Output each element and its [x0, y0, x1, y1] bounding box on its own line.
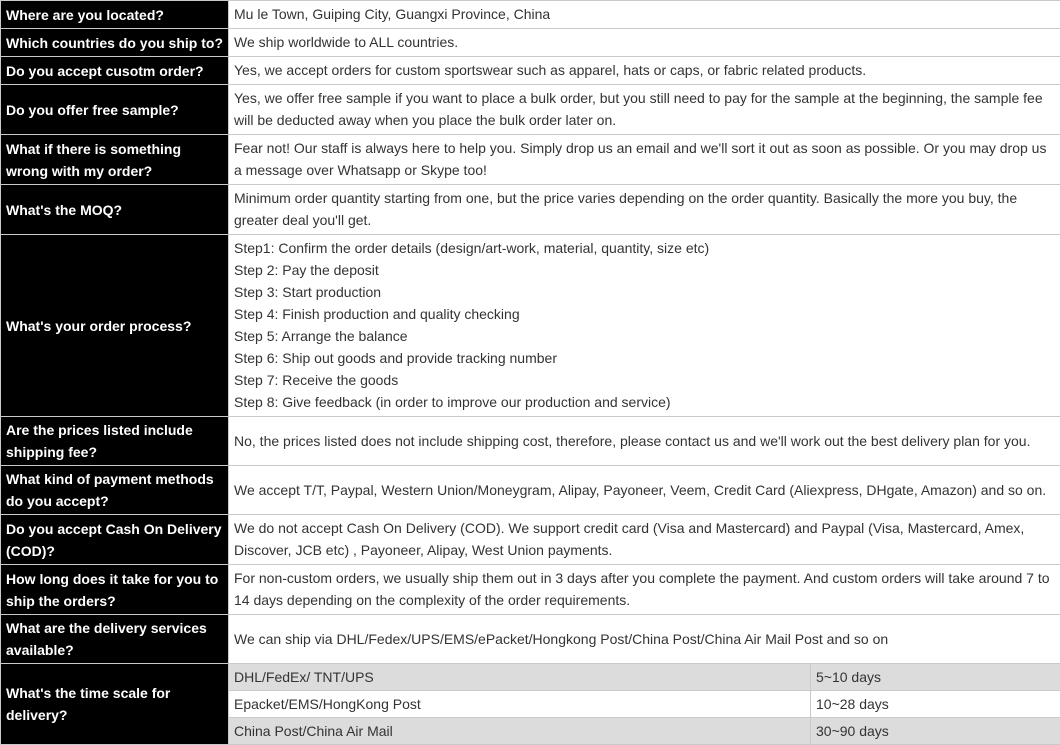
- process-step: Step 5: Arrange the balance: [234, 325, 1054, 347]
- process-step: Step 3: Start production: [234, 281, 1054, 303]
- faq-row: [1, 565, 1060, 615]
- faq-question: What's your order process?: [1, 235, 229, 417]
- faq-question: Which countries do you ship to?: [1, 29, 229, 57]
- faq-row: [1, 29, 1060, 57]
- faq-row: [1, 135, 1060, 185]
- delivery-method: China Post/China Air Mail: [229, 718, 811, 745]
- delivery-method: DHL/FedEx/ TNT/UPS: [229, 664, 811, 691]
- faq-question: What kind of payment methods do you accept?: [1, 466, 229, 515]
- faq-row-process: [1, 235, 1060, 417]
- delivery-days: 30~90 days: [811, 718, 1060, 745]
- faq-question: What if there is something wrong with my order?: [1, 135, 229, 185]
- process-step: Step 8: Give feedback (in order to improve our production and service): [234, 391, 1054, 413]
- faq-answer: Minimum order quantity starting from one, but the price varies depending on the order quantity. Basically the more you buy, the greater deal you'll get.: [229, 185, 1060, 235]
- faq-answer: Mu le Town, Guiping City, Guangxi Province, China: [229, 1, 1060, 29]
- process-step: Step 6: Ship out goods and provide tracking number: [234, 347, 1054, 369]
- process-step: Step 7: Receive the goods: [234, 369, 1054, 391]
- faq-question: What's the time scale for delivery?: [1, 664, 229, 745]
- delivery-method: Epacket/EMS/HongKong Post: [229, 691, 811, 718]
- faq-answer: Yes, we accept orders for custom sportswear such as apparel, hats or caps, or fabric related products.: [229, 57, 1060, 85]
- faq-answer: We accept T/T, Paypal, Western Union/Moneygram, Alipay, Payoneer, Veem, Credit Card (Aliexpress, DHgate, Amazon) and so on.: [229, 466, 1060, 515]
- faq-answer: We do not accept Cash On Delivery (COD). We support credit card (Visa and Mastercard) and Paypal (Visa, Mastercard, Amex, Discover, JCB etc) , Payoneer, Alipay, West Union payments.: [229, 515, 1060, 565]
- faq-row: [1, 615, 1060, 664]
- faq-question: Do you accept Cash On Delivery (COD)?: [1, 515, 229, 565]
- faq-row: [1, 185, 1060, 235]
- faq-row: [1, 57, 1060, 85]
- faq-question: Do you accept cusotm order?: [1, 57, 229, 85]
- delivery-days: 10~28 days: [811, 691, 1060, 718]
- faq-answer: No, the prices listed does not include shipping cost, therefore, please contact us and we'll work out the best delivery plan for you.: [229, 417, 1060, 466]
- order-process-steps: [229, 235, 1060, 417]
- faq-answer: Fear not! Our staff is always here to help you. Simply drop us an email and we'll sort it out as soon as possible. Or you may drop us a message over Whatsapp or Skype too!: [229, 135, 1060, 185]
- faq-question: How long does it take for you to ship the orders?: [1, 565, 229, 615]
- faq-answer: We ship worldwide to ALL countries.: [229, 29, 1060, 57]
- delivery-row: [1, 664, 1060, 691]
- faq-question: Do you offer free sample?: [1, 85, 229, 135]
- faq-question: Are the prices listed include shipping fee?: [1, 417, 229, 466]
- faq-question: What's the MOQ?: [1, 185, 229, 235]
- faq-question: Where are you located?: [1, 1, 229, 29]
- faq-row: [1, 417, 1060, 466]
- delivery-days: 5~10 days: [811, 664, 1060, 691]
- faq-row: [1, 466, 1060, 515]
- faq-row: [1, 85, 1060, 135]
- faq-question: What are the delivery services available?: [1, 615, 229, 664]
- faq-answer: We can ship via DHL/Fedex/UPS/EMS/ePacket/Hongkong Post/China Post/China Air Mail Post and so on: [229, 615, 1060, 664]
- faq-row: [1, 1, 1060, 29]
- faq-row: [1, 515, 1060, 565]
- process-step: Step1: Confirm the order details (design/art-work, material, quantity, size etc): [234, 237, 1054, 259]
- process-step: Step 4: Finish production and quality checking: [234, 303, 1054, 325]
- faq-answer: For non-custom orders, we usually ship them out in 3 days after you complete the payment. And custom orders will take around 7 to 14 days depending on the complexity of the order requirements.: [229, 565, 1060, 615]
- faq-answer: Yes, we offer free sample if you want to place a bulk order, but you still need to pay for the sample at the beginning, the sample fee will be deducted away when you place the bulk order later on.: [229, 85, 1060, 135]
- process-step: Step 2: Pay the deposit: [234, 259, 1054, 281]
